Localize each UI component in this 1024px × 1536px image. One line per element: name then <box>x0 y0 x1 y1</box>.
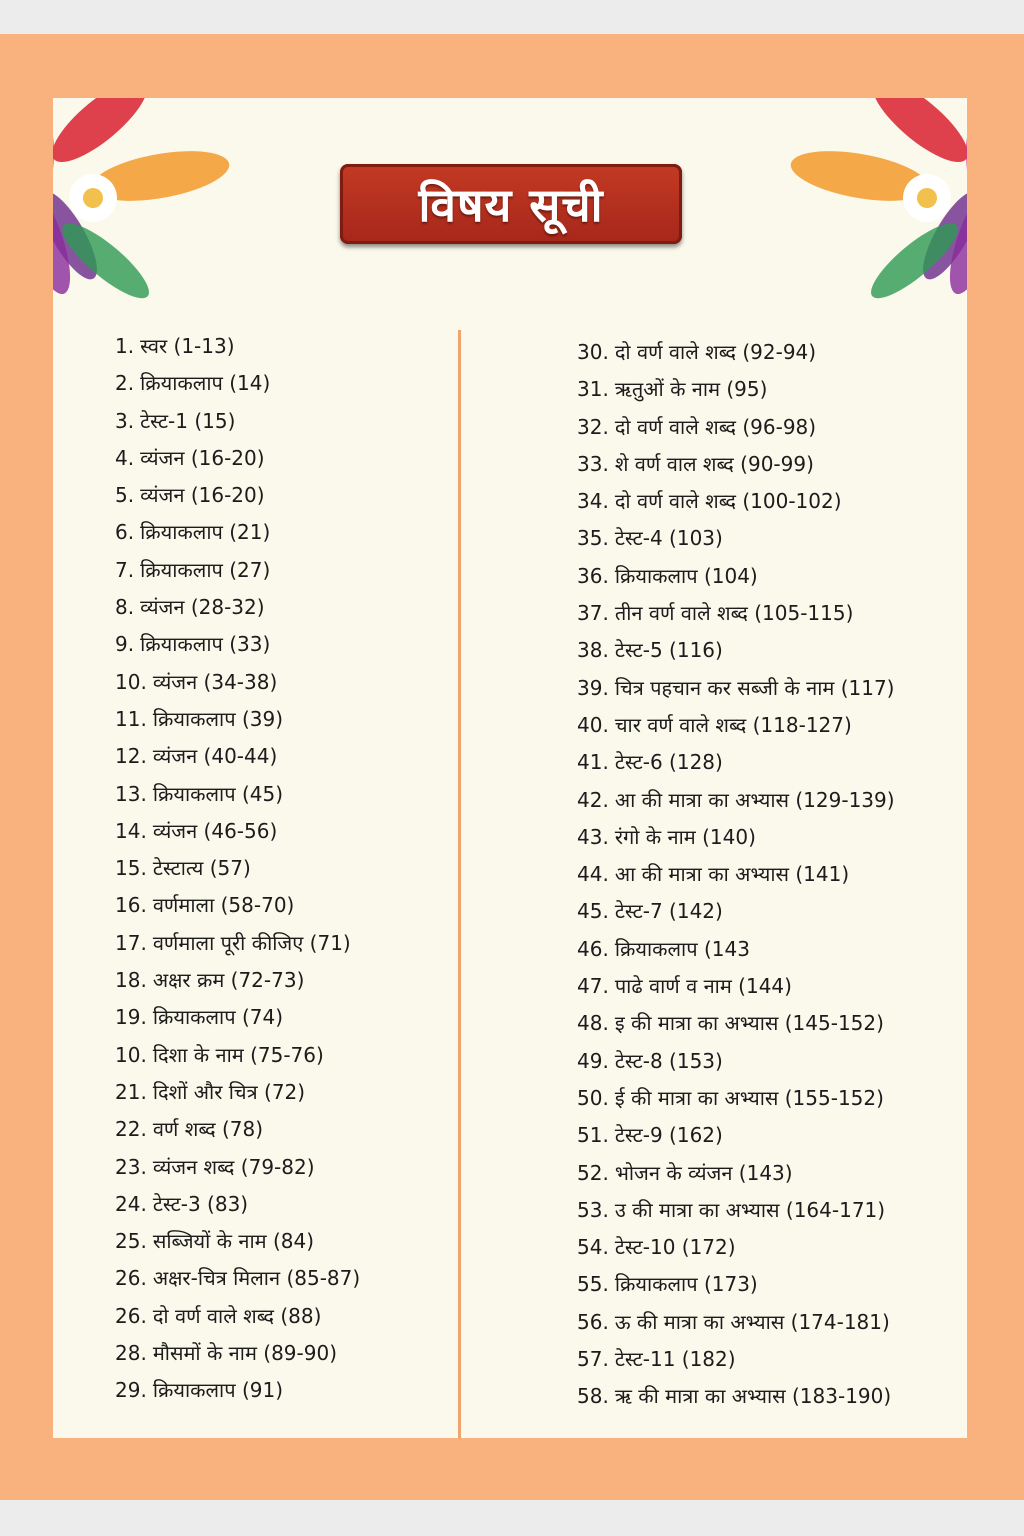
item-text: ई की मात्रा का अभ्यास (155-152) <box>614 1085 884 1110</box>
item-text: तीन वर्ण वाले शब्द (105-115) <box>614 601 854 626</box>
contents-item <box>577 446 957 483</box>
item-text: क्रियाकलाप (45) <box>152 781 284 806</box>
contents-item <box>577 1229 957 1266</box>
item-text: क्रियाकलाप (74) <box>152 1005 284 1030</box>
contents-item <box>115 552 445 589</box>
contents-item <box>577 819 957 856</box>
item-text: इ की मात्रा का अभ्यास (145-152) <box>614 1011 884 1036</box>
contents-item <box>115 1298 445 1335</box>
item-number: 15. <box>115 856 147 881</box>
item-text: क्रियाकलाप (21) <box>140 520 271 545</box>
contents-item <box>115 776 445 813</box>
item-number: 6. <box>115 520 135 545</box>
item-number: 25. <box>115 1229 147 1254</box>
item-text: स्वर (1-13) <box>140 334 235 358</box>
item-text: व्यंजन (16-20) <box>140 483 265 508</box>
item-text: टेस्ट-11 (182) <box>614 1347 736 1372</box>
contents-item <box>115 403 445 440</box>
contents-item <box>577 483 957 520</box>
item-number: 4. <box>115 445 135 470</box>
item-text: टेस्ट-9 (162) <box>614 1123 723 1148</box>
contents-item <box>115 1074 445 1111</box>
contents-item <box>577 670 957 707</box>
item-number: 13. <box>115 781 147 806</box>
item-number: 37. <box>577 601 609 626</box>
contents-item <box>577 520 957 557</box>
item-text: दो वर्ण वाले शब्द (92-94) <box>614 340 817 364</box>
contents-item <box>577 1192 957 1229</box>
item-number: 42. <box>577 787 609 812</box>
item-number: 26. <box>115 1303 147 1328</box>
item-number: 54. <box>577 1235 609 1260</box>
contents-item <box>115 962 445 999</box>
contents-item <box>577 595 957 632</box>
flower-decoration-right-icon <box>757 98 967 308</box>
item-number: 32. <box>577 414 609 439</box>
item-number: 43. <box>577 824 609 849</box>
item-text: क्रियाकलाप (39) <box>152 706 284 731</box>
item-text: टेस्ट-6 (128) <box>614 750 723 775</box>
contents-item <box>577 782 957 819</box>
item-text: शे वर्ण वाल शब्द (90-99) <box>614 451 814 476</box>
item-number: 48. <box>577 1011 609 1036</box>
item-text: व्यंजन (34-38) <box>152 669 278 694</box>
column-divider <box>458 330 461 1438</box>
item-number: 38. <box>577 638 609 663</box>
item-text: दो वर्ण वाले शब्द (96-98) <box>614 414 817 439</box>
contents-item <box>577 1080 957 1117</box>
item-number: 50. <box>577 1085 609 1110</box>
item-number: 8. <box>115 595 135 620</box>
item-text: टेस्ट-7 (142) <box>614 899 723 924</box>
item-text: चित्र पहचान कर सब्जी के नाम (117) <box>614 675 895 700</box>
contents-item <box>577 558 957 595</box>
item-number: 33. <box>577 451 609 476</box>
contents-list-right <box>577 334 957 1416</box>
contents-item <box>115 850 445 887</box>
item-text: क्रियाकलाप (91) <box>152 1378 284 1403</box>
item-number: 17. <box>115 930 147 955</box>
item-text: क्रियाकलाप (143 <box>614 936 750 961</box>
contents-item <box>577 1266 957 1303</box>
contents-item <box>577 1043 957 1080</box>
contents-item <box>577 1005 957 1042</box>
contents-item <box>115 664 445 701</box>
contents-item <box>115 887 445 924</box>
item-text: क्रियाकलाप (104) <box>614 563 758 588</box>
contents-item <box>115 514 445 551</box>
item-number: 10. <box>115 1042 147 1067</box>
item-number: 51. <box>577 1123 609 1148</box>
contents-sheet <box>53 98 967 1438</box>
contents-item <box>577 744 957 781</box>
contents-item <box>577 893 957 930</box>
item-number: 26. <box>115 1266 147 1291</box>
item-text: व्यंजन (46-56) <box>152 818 278 843</box>
contents-item <box>115 1037 445 1074</box>
item-text: क्रियाकलाप (14) <box>140 371 271 396</box>
item-number: 44. <box>577 862 609 887</box>
item-text: वर्णमाला पूरी कीजिए (71) <box>152 930 351 955</box>
contents-item <box>577 856 957 893</box>
item-text: दो वर्ण वाले शब्द (88) <box>152 1303 322 1328</box>
contents-item <box>115 1260 445 1297</box>
item-text: सब्जियों के नाम (84) <box>152 1229 315 1254</box>
item-number: 14. <box>115 818 147 843</box>
item-text: रंगो के नाम (140) <box>614 824 756 849</box>
item-text: टेस्ट-3 (83) <box>152 1191 249 1216</box>
contents-item <box>577 371 957 408</box>
contents-item <box>577 1117 957 1154</box>
item-text: टेस्ट-10 (172) <box>614 1235 736 1260</box>
item-text: दो वर्ण वाले शब्द (100-102) <box>614 489 842 514</box>
item-text: पाढे वार्ण व नाम (144) <box>614 974 792 999</box>
contents-item <box>115 701 445 738</box>
item-text: आ की मात्रा का अभ्यास (129-139) <box>614 787 895 812</box>
item-number: 56. <box>577 1309 609 1334</box>
contents-item <box>577 1304 957 1341</box>
item-text: उ की मात्रा का अभ्यास (164-171) <box>614 1197 886 1222</box>
item-text: आ की मात्रा का अभ्यास (141) <box>614 862 850 887</box>
item-number: 5. <box>115 483 135 508</box>
item-text: अक्षर-चित्र मिलान (85-87) <box>152 1266 361 1291</box>
item-number: 22. <box>115 1117 147 1142</box>
item-number: 24. <box>115 1191 147 1216</box>
item-text: ऊ की मात्रा का अभ्यास (174-181) <box>614 1309 890 1334</box>
item-number: 29. <box>115 1378 147 1403</box>
title-banner <box>340 164 682 244</box>
item-number: 45. <box>577 899 609 924</box>
item-number: 1. <box>115 334 135 358</box>
contents-item <box>577 409 957 446</box>
contents-item <box>115 626 445 663</box>
item-number: 36. <box>577 563 609 588</box>
contents-item <box>577 1341 957 1378</box>
contents-item <box>115 1335 445 1372</box>
item-number: 49. <box>577 1048 609 1073</box>
item-text: क्रियाकलाप (173) <box>614 1272 758 1297</box>
contents-item <box>115 999 445 1036</box>
item-text: भोजन के व्यंजन (143) <box>614 1160 793 1185</box>
contents-item <box>577 1155 957 1192</box>
item-number: 55. <box>577 1272 609 1297</box>
item-text: टेस्ट-5 (116) <box>614 638 723 663</box>
item-text: वर्ण शब्द (78) <box>152 1117 264 1142</box>
contents-item <box>115 1111 445 1148</box>
contents-item <box>115 477 445 514</box>
contents-item <box>577 968 957 1005</box>
contents-item <box>115 1372 445 1409</box>
contents-item <box>577 931 957 968</box>
item-number: 2. <box>115 371 135 396</box>
item-number: 39. <box>577 675 609 700</box>
item-number: 12. <box>115 744 147 769</box>
item-text: टेस्टात्य (57) <box>152 856 251 881</box>
contents-item <box>115 1149 445 1186</box>
contents-item <box>115 365 445 402</box>
item-text: दिशों और चित्र (72) <box>152 1079 306 1104</box>
item-text: अक्षर क्रम (72-73) <box>152 968 305 993</box>
contents-item <box>115 738 445 775</box>
item-number: 9. <box>115 632 135 657</box>
contents-item <box>115 328 445 365</box>
contents-item <box>115 440 445 477</box>
contents-item <box>115 1186 445 1223</box>
contents-item <box>577 1378 957 1415</box>
item-text: मौसमों के नाम (89-90) <box>152 1341 338 1366</box>
contents-item <box>115 813 445 850</box>
item-text: व्यंजन (28-32) <box>140 595 265 620</box>
contents-item <box>577 334 957 371</box>
item-number: 47. <box>577 974 609 999</box>
item-text: चार वर्ण वाले शब्द (118-127) <box>614 712 852 737</box>
contents-item <box>115 589 445 626</box>
item-number: 41. <box>577 750 609 775</box>
item-text: ऋ की मात्रा का अभ्यास (183-190) <box>614 1384 892 1409</box>
item-text: टेस्ट-1 (15) <box>140 408 236 433</box>
item-number: 28. <box>115 1341 147 1366</box>
item-number: 19. <box>115 1005 147 1030</box>
contents-item <box>577 632 957 669</box>
item-text: दिशा के नाम (75-76) <box>152 1042 324 1067</box>
contents-item <box>115 1223 445 1260</box>
item-number: 52. <box>577 1160 609 1185</box>
item-number: 58. <box>577 1384 609 1409</box>
item-number: 16. <box>115 893 147 918</box>
item-number: 23. <box>115 1154 147 1179</box>
page-title: विषय सूची <box>418 178 604 232</box>
item-number: 30. <box>577 340 609 364</box>
item-number: 3. <box>115 408 135 433</box>
item-text: व्यंजन (40-44) <box>152 744 278 769</box>
item-text: व्यंजन (16-20) <box>140 445 265 470</box>
item-text: क्रियाकलाप (33) <box>140 632 271 657</box>
item-number: 21. <box>115 1079 147 1104</box>
contents-list-left <box>115 328 445 1410</box>
item-text: क्रियाकलाप (27) <box>140 557 271 582</box>
item-number: 35. <box>577 526 609 551</box>
item-text: टेस्ट-8 (153) <box>614 1048 723 1073</box>
contents-item <box>115 925 445 962</box>
item-number: 34. <box>577 489 609 514</box>
item-number: 53. <box>577 1197 609 1222</box>
item-text: ऋतुओं के नाम (95) <box>614 377 768 402</box>
item-number: 57. <box>577 1347 609 1372</box>
item-number: 46. <box>577 936 609 961</box>
item-number: 31. <box>577 377 609 402</box>
item-text: वर्णमाला (58-70) <box>152 893 295 918</box>
item-text: व्यंजन शब्द (79-82) <box>152 1154 315 1179</box>
item-number: 40. <box>577 712 609 737</box>
item-number: 7. <box>115 557 135 582</box>
item-number: 10. <box>115 669 147 694</box>
item-number: 18. <box>115 968 147 993</box>
contents-item <box>577 707 957 744</box>
flower-decoration-left-icon <box>53 98 263 308</box>
item-text: टेस्ट-4 (103) <box>614 526 723 551</box>
item-number: 11. <box>115 706 147 731</box>
